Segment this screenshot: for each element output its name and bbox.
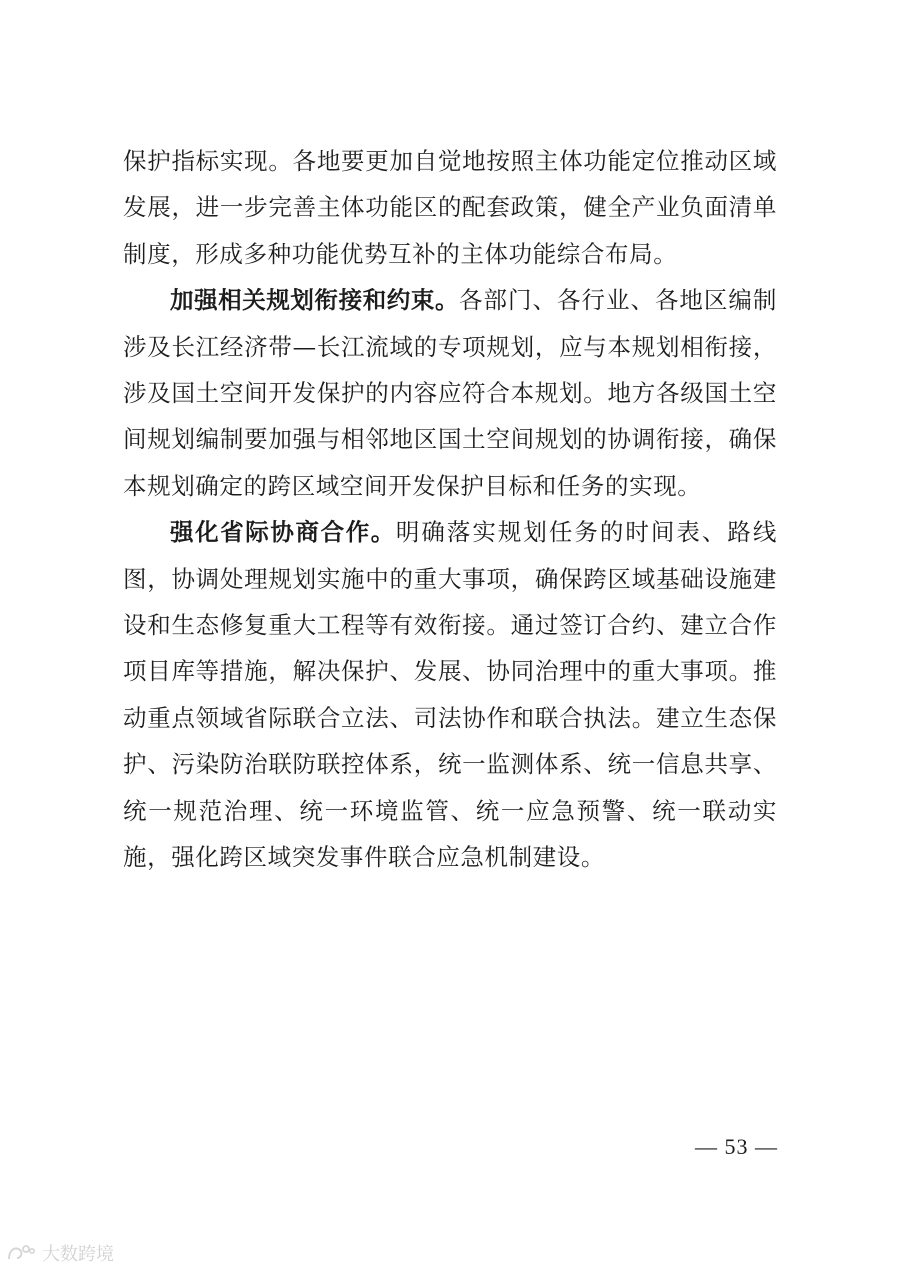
paragraph-interprovincial-cooperation <box>123 509 777 880</box>
watermark-text: 大数跨境 <box>42 1244 114 1265</box>
watermark-logo-icon <box>6 1242 36 1264</box>
page-number: — 53 — <box>695 1134 778 1159</box>
paragraph-lead-heading: 加强相关规划衔接和约束。 <box>170 286 460 315</box>
paragraph-text: 明确落实规划任务的时间表、路线图，协调处理规划实施中的重大事项，确保跨区域基础设施建设和生态修复重大工程等有效衔接。通过签订合约、建立合作项目库等措施，解决保护、发展、协同治理中的重大事项。推动重点领域省际联合立法、司法协作和联合执法。建立生态保护、污染防治联防联控体系，统一监测体系、统一信息共享、统一规范治理、统一环境监管、统一应急预警、统一联动实施，强化跨区域突发事件联合应急机制建设。 <box>123 518 777 872</box>
paragraph-lead-heading: 强化省际协商合作。 <box>170 518 396 547</box>
paragraph-planning-coordination <box>123 277 777 509</box>
paragraph-text: 各部门、各行业、各地区编制涉及长江经济带—长江流域的专项规划，应与本规划相衔接，涉及国土空间开发保护的内容应符合本规划。地方各级国土空间规划编制要加强与相邻地区国土空间规划的协调衔接，确保本规划确定的跨区域空间开发保护目标和任务的实现。 <box>123 286 777 500</box>
paragraph-text: 保护指标实现。各地要更加自觉地按照主体功能定位推动区域发展，进一步完善主体功能区的配套政策，健全产业负面清单制度，形成多种功能优势互补的主体功能综合布局。 <box>123 147 777 268</box>
document-body <box>123 138 777 881</box>
paragraph-continuation <box>123 138 777 277</box>
watermark <box>6 1240 114 1266</box>
